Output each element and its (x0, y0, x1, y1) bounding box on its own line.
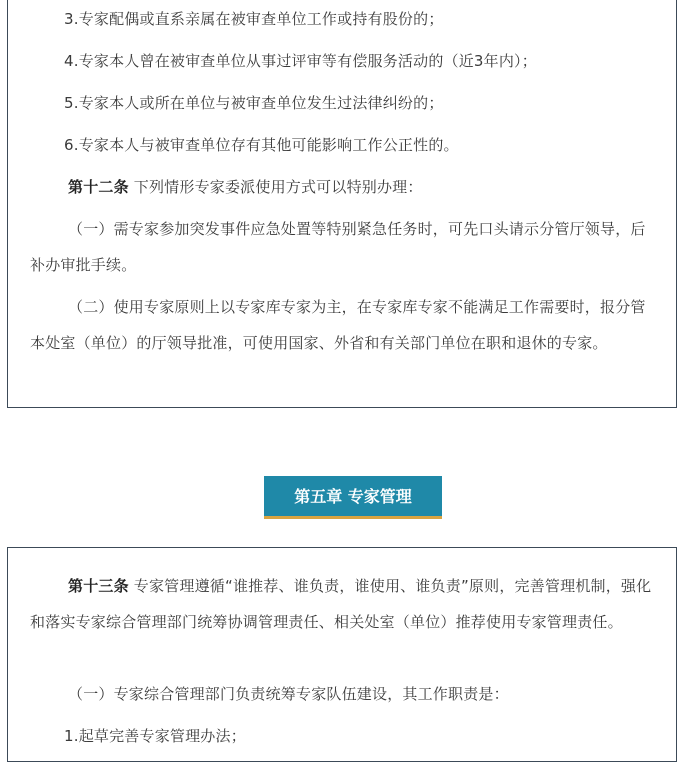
article-13-paragraph (30, 568, 658, 640)
article-12-title: 第十二条 (68, 178, 129, 196)
clause-paragraph: （一）需专家参加突发事件应急处置等特别紧急任务时，可先口头请示分管厅领导，后补办审批手续。 (30, 220, 646, 274)
regulation-panel-upper (7, 0, 677, 408)
article-13-text: 专家管理遵循“谁推荐、谁负责，谁使用、谁负责”原则，完善管理机制，强化和落实专家综合管理部门统筹协调管理责任、相关处室（单位）推荐使用专家管理责任。 (30, 577, 652, 631)
list-item: 6.专家本人与被审查单位存有其他可能影响工作公正性的。 (64, 136, 459, 154)
clause-paragraph: （二）使用专家原则上以专家库专家为主，在专家库专家不能满足工作需要时，报分管本处室（单位）的厅领导批准，可使用国家、外省和有关部门单位在职和退休的专家。 (30, 298, 646, 352)
chapter-heading: 第五章 专家管理 (264, 476, 442, 519)
list-item: 4.专家本人曾在被审查单位从事过评审等有偿服务活动的（近3年内）； (64, 52, 537, 70)
regulation-panel-lower (7, 547, 677, 762)
list-item: 5.专家本人或所在单位与被审查单位发生过法律纠纷的； (64, 94, 444, 112)
article-13-title: 第十三条 (68, 577, 129, 595)
clause-paragraph: （一）专家综合管理部门负责统筹专家队伍建设，其工作职责是： (68, 685, 509, 703)
list-item: 3.专家配偶或直系亲属在被审查单位工作或持有股份的； (64, 10, 444, 28)
article-12-paragraph (30, 169, 658, 205)
list-item: 1.起草完善专家管理办法； (64, 727, 246, 745)
article-12-text: 下列情形专家委派使用方式可以特别办理： (133, 178, 423, 196)
